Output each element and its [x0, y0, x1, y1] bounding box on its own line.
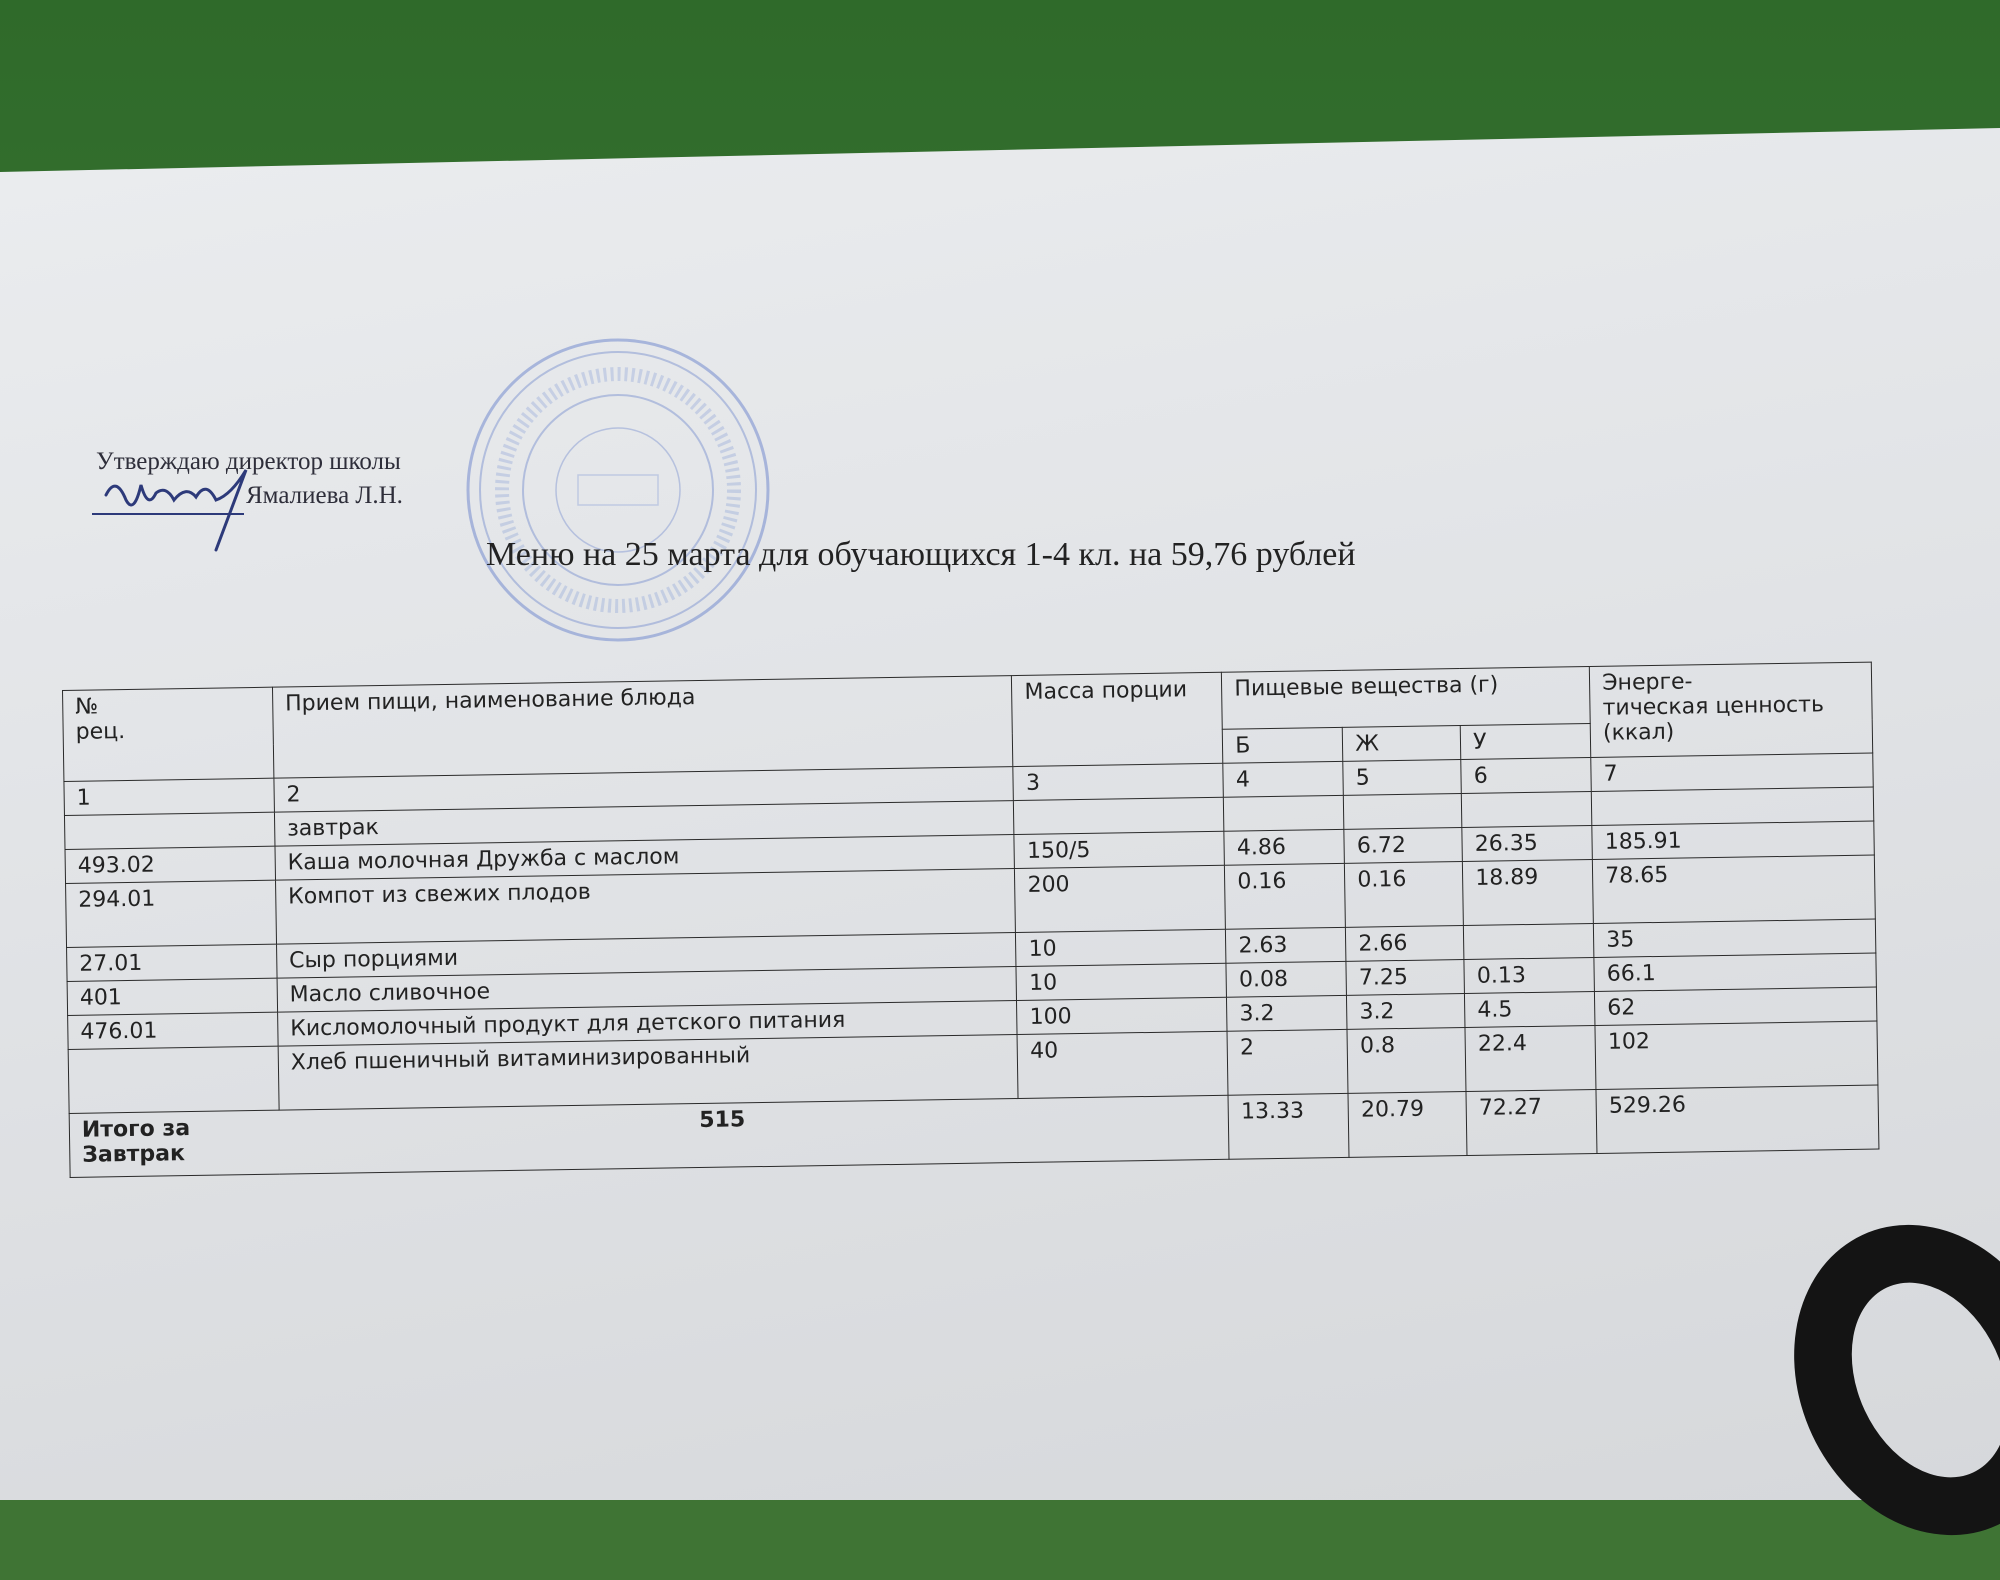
- recipe-number: 294.01: [66, 880, 277, 947]
- carbs: [1464, 923, 1594, 959]
- approval-line: Утверждаю директор школы: [96, 448, 401, 475]
- column-number: 3: [1013, 763, 1223, 800]
- handwritten-signature: [96, 455, 276, 555]
- fat: 3.2: [1347, 994, 1465, 1030]
- kcal: 35: [1593, 919, 1875, 957]
- dish-name: Хлеб пшеничный витаминизированный: [278, 1035, 1018, 1111]
- kcal: 78.65: [1592, 855, 1875, 923]
- recipe-number: [68, 1046, 279, 1113]
- menu-table: [62, 662, 1879, 1178]
- protein: 0.08: [1226, 961, 1346, 997]
- header-nutrients: Пищевые вещества (г): [1222, 667, 1591, 730]
- fat: 7.25: [1346, 960, 1464, 996]
- dish-name: Масло сливочное: [277, 967, 1017, 1013]
- total-fat: 20.79: [1348, 1091, 1467, 1157]
- column-number: 1: [64, 778, 274, 815]
- kcal: 66.1: [1594, 953, 1876, 991]
- column-number: 7: [1591, 753, 1873, 791]
- recipe-number: 27.01: [67, 944, 277, 981]
- recipe-number: 401: [67, 978, 277, 1015]
- portion-mass: 200: [1015, 865, 1226, 932]
- header-protein: Б: [1223, 727, 1343, 763]
- protein: 0.16: [1225, 863, 1346, 929]
- kcal: 102: [1595, 1021, 1878, 1089]
- header-dish: Прием пищи, наименование блюда: [272, 676, 1013, 779]
- total-protein: 13.33: [1228, 1093, 1349, 1159]
- header-mass: Масса порции: [1012, 672, 1223, 766]
- protein: 4.86: [1224, 829, 1344, 865]
- carbs: 4.5: [1465, 991, 1595, 1027]
- kcal: 62: [1595, 987, 1877, 1025]
- fat: 2.66: [1346, 926, 1464, 962]
- director-name: Ямалиева Л.Н.: [246, 482, 403, 509]
- dish-name: Кисломолочный продукт для детского питания: [277, 1001, 1017, 1047]
- total-label: Итого за Завтрак: [69, 1110, 280, 1177]
- header-fat: Ж: [1342, 726, 1460, 762]
- protein: 3.2: [1227, 995, 1347, 1031]
- protein: 2.63: [1226, 927, 1346, 963]
- dish-name: Компот из свежих плодов: [275, 869, 1015, 945]
- column-number: 4: [1223, 761, 1343, 797]
- column-number: 5: [1343, 760, 1461, 796]
- portion-mass: 10: [1016, 963, 1226, 1000]
- carbs: 26.35: [1462, 825, 1592, 861]
- total-kcal: 529.26: [1596, 1085, 1879, 1153]
- header-recipe-number: № рец.: [63, 687, 274, 781]
- portion-mass: 40: [1017, 1031, 1228, 1098]
- recipe-number: 493.02: [65, 846, 275, 883]
- header-energy: Энерге- тическая ценность (ккал): [1589, 662, 1872, 757]
- carbs: 18.89: [1463, 859, 1594, 925]
- total-mass-value: 515: [699, 1107, 746, 1134]
- dish-name: Сыр порциями: [276, 933, 1016, 979]
- dish-name: Каша молочная Дружба с маслом: [275, 835, 1015, 881]
- page-title: Меню на 25 марта для обучающихся 1-4 кл. на 59,76 рублей: [486, 536, 1356, 573]
- fat: 0.16: [1345, 862, 1464, 928]
- recipe-number: 476.01: [68, 1012, 278, 1049]
- portion-mass: 150/5: [1014, 831, 1224, 868]
- round-stamp: [458, 330, 778, 650]
- fat: 0.8: [1347, 1028, 1466, 1094]
- total-carbs: 72.27: [1466, 1089, 1597, 1155]
- section-label: завтрак: [274, 801, 1014, 847]
- column-number: 6: [1461, 757, 1591, 793]
- column-number: 2: [274, 767, 1014, 813]
- carbs: 22.4: [1465, 1025, 1596, 1091]
- protein: 2: [1227, 1029, 1348, 1095]
- portion-mass: 100: [1017, 997, 1227, 1034]
- fat: 6.72: [1344, 828, 1462, 864]
- header-carbs: У: [1460, 723, 1590, 759]
- portion-mass: 10: [1016, 929, 1226, 966]
- kcal: 185.91: [1592, 821, 1874, 859]
- carbs: 0.13: [1464, 957, 1594, 993]
